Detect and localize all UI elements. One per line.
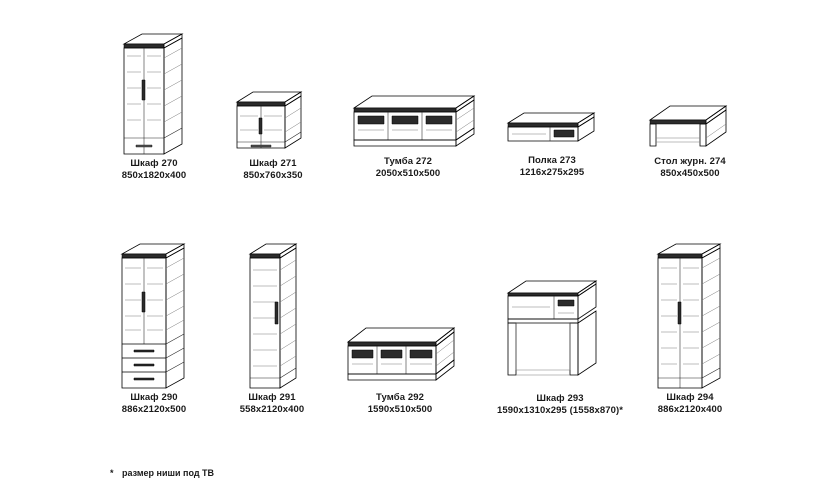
caption-polka-273 bbox=[492, 155, 612, 179]
catalog-item-tumba-272 bbox=[328, 90, 488, 180]
caption-shkaf-291 bbox=[212, 392, 332, 416]
drawing-shkaf-271 bbox=[213, 88, 333, 154]
drawing-shkaf-294 bbox=[630, 240, 750, 388]
drawing-shkaf-293 bbox=[470, 275, 650, 387]
drawing-polka-273 bbox=[492, 105, 612, 151]
catalog-item-shkaf-294 bbox=[630, 240, 750, 416]
item-name: Стол журн. 274 bbox=[654, 156, 726, 167]
caption-shkaf-294 bbox=[630, 392, 750, 416]
item-dims: 2050x510x500 bbox=[375, 168, 441, 180]
item-name: Шкаф 270 bbox=[130, 158, 178, 169]
caption-shkaf-293 bbox=[470, 393, 650, 417]
drawing-stol-274 bbox=[630, 100, 750, 152]
drawing-shkaf-270 bbox=[94, 26, 214, 154]
footnote bbox=[110, 468, 214, 478]
catalog-item-tumba-292 bbox=[330, 320, 470, 416]
drawing-shkaf-290 bbox=[94, 240, 214, 388]
item-dims: 850x1820x400 bbox=[121, 170, 187, 182]
catalog-item-polka-273 bbox=[492, 105, 612, 179]
catalog-item-shkaf-271 bbox=[213, 88, 333, 182]
item-dims: 850x760x350 bbox=[243, 170, 303, 182]
item-name: Шкаф 290 bbox=[130, 392, 178, 403]
drawing-shkaf-291 bbox=[212, 240, 332, 388]
footnote-marker: * bbox=[110, 468, 114, 478]
item-dims: 850x450x500 bbox=[660, 168, 720, 180]
item-name: Тумба 272 bbox=[383, 156, 433, 167]
catalog-item-shkaf-293 bbox=[470, 275, 650, 417]
caption-tumba-272 bbox=[328, 156, 488, 180]
catalog-item-shkaf-270 bbox=[94, 26, 214, 182]
item-dims: 1216x275x295 bbox=[519, 167, 585, 179]
caption-shkaf-270 bbox=[94, 158, 214, 182]
item-dims: 886x2120x500 bbox=[121, 404, 187, 416]
item-name: Тумба 292 bbox=[375, 392, 425, 403]
item-name: Шкаф 293 bbox=[536, 393, 584, 404]
item-dims: 1590x510x500 bbox=[367, 404, 433, 416]
item-name: Шкаф 271 bbox=[249, 158, 297, 169]
drawing-tumba-292 bbox=[330, 320, 470, 388]
drawing-tumba-272 bbox=[328, 90, 488, 152]
item-name: Полка 273 bbox=[528, 155, 576, 166]
item-name: Шкаф 294 bbox=[666, 392, 714, 403]
footnote-text: размер ниши под ТВ bbox=[122, 468, 215, 478]
catalog-item-shkaf-291 bbox=[212, 240, 332, 416]
item-dims: 1590x1310x295 (1558x870)* bbox=[496, 405, 624, 417]
caption-tumba-292 bbox=[330, 392, 470, 416]
item-dims: 886x2120x400 bbox=[657, 404, 723, 416]
item-dims: 558x2120x400 bbox=[239, 404, 305, 416]
caption-shkaf-271 bbox=[213, 158, 333, 182]
item-name: Шкаф 291 bbox=[248, 392, 296, 403]
caption-stol-274 bbox=[630, 156, 750, 180]
caption-shkaf-290 bbox=[94, 392, 214, 416]
catalog-item-stol-zhurn-274 bbox=[630, 100, 750, 180]
catalog-item-shkaf-290 bbox=[94, 240, 214, 416]
